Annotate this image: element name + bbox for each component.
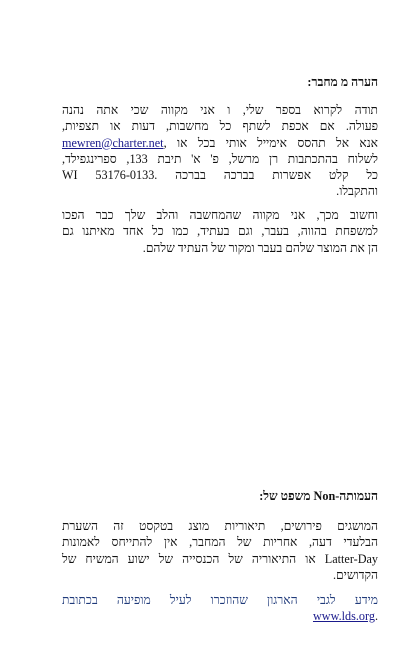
document-page <box>62 0 378 672</box>
disclaimer-heading-bold: Non <box>313 489 336 503</box>
disclaimer-line: הקדושים. <box>333 567 378 582</box>
disclaimer-paragraph <box>62 518 378 583</box>
disclaimer-line: הבלעדי דעה, אחריות של המחבר, אין להתייחס לאמונות <box>62 535 378 550</box>
author-note-heading: הערה מ מחבר: <box>307 75 378 89</box>
lds-url-link[interactable]: www.lds.org <box>312 609 375 624</box>
author-email-link[interactable]: mewren@charter.net <box>62 135 164 150</box>
note-line: לשלוח בהתכתבות רן מרשל, פ' א' תיבת 133, ספרינגפילד, <box>62 151 378 166</box>
disclaimer-heading <box>62 488 378 504</box>
note-line-text: , או <box>163 135 188 150</box>
note-line: תודה לקרוא בספר שלי, ו אני מקווה שכי אתה נהנה <box>62 103 378 117</box>
disclaimer-line: Latter-Day או התיאוריה של הכנסייה של ישוע המשיח של <box>62 551 378 566</box>
disclaimer-heading-post: משפט של: <box>259 489 314 503</box>
note-line <box>62 135 378 151</box>
info-line: מידע לגבי הארגון שהוזכרו לעיל מופיעה בכתובת <box>62 593 378 607</box>
closing-line: למשפחת בהווה, בעבר, וגם בעתיד, כמו כל אחד מאיתנו גם <box>62 224 378 239</box>
disclaimer-heading-pre: העמותה- <box>335 489 378 503</box>
note-line: פעולה. אם אכפת לשתף כל מחשבות, דעות או תצפיות, <box>62 119 378 134</box>
disclaimer-line: המושגים פירושים, תיאוריות מוצג בטקסט זה השערת <box>62 519 378 533</box>
closing-paragraph <box>62 207 378 256</box>
info-url-suffix: . <box>374 609 378 624</box>
note-line-text: אנא אל תהסס אימייל אותי בכל <box>197 135 378 150</box>
note-line: כל קלט אפשרות בברכה בברכה .53176-0133 WI <box>62 168 378 183</box>
info-url-line <box>62 608 378 624</box>
author-note-paragraph <box>62 102 378 200</box>
closing-line: הן את המוצר שלהם בעבר ומקור של העתיד שלהם. <box>142 240 378 255</box>
closing-line: וחשוב מכך, אני מקווה שהמחשבה והלב שלך כבר הפכו <box>62 208 378 222</box>
info-paragraph <box>62 592 378 625</box>
note-line: והתקבלו. <box>336 184 378 199</box>
